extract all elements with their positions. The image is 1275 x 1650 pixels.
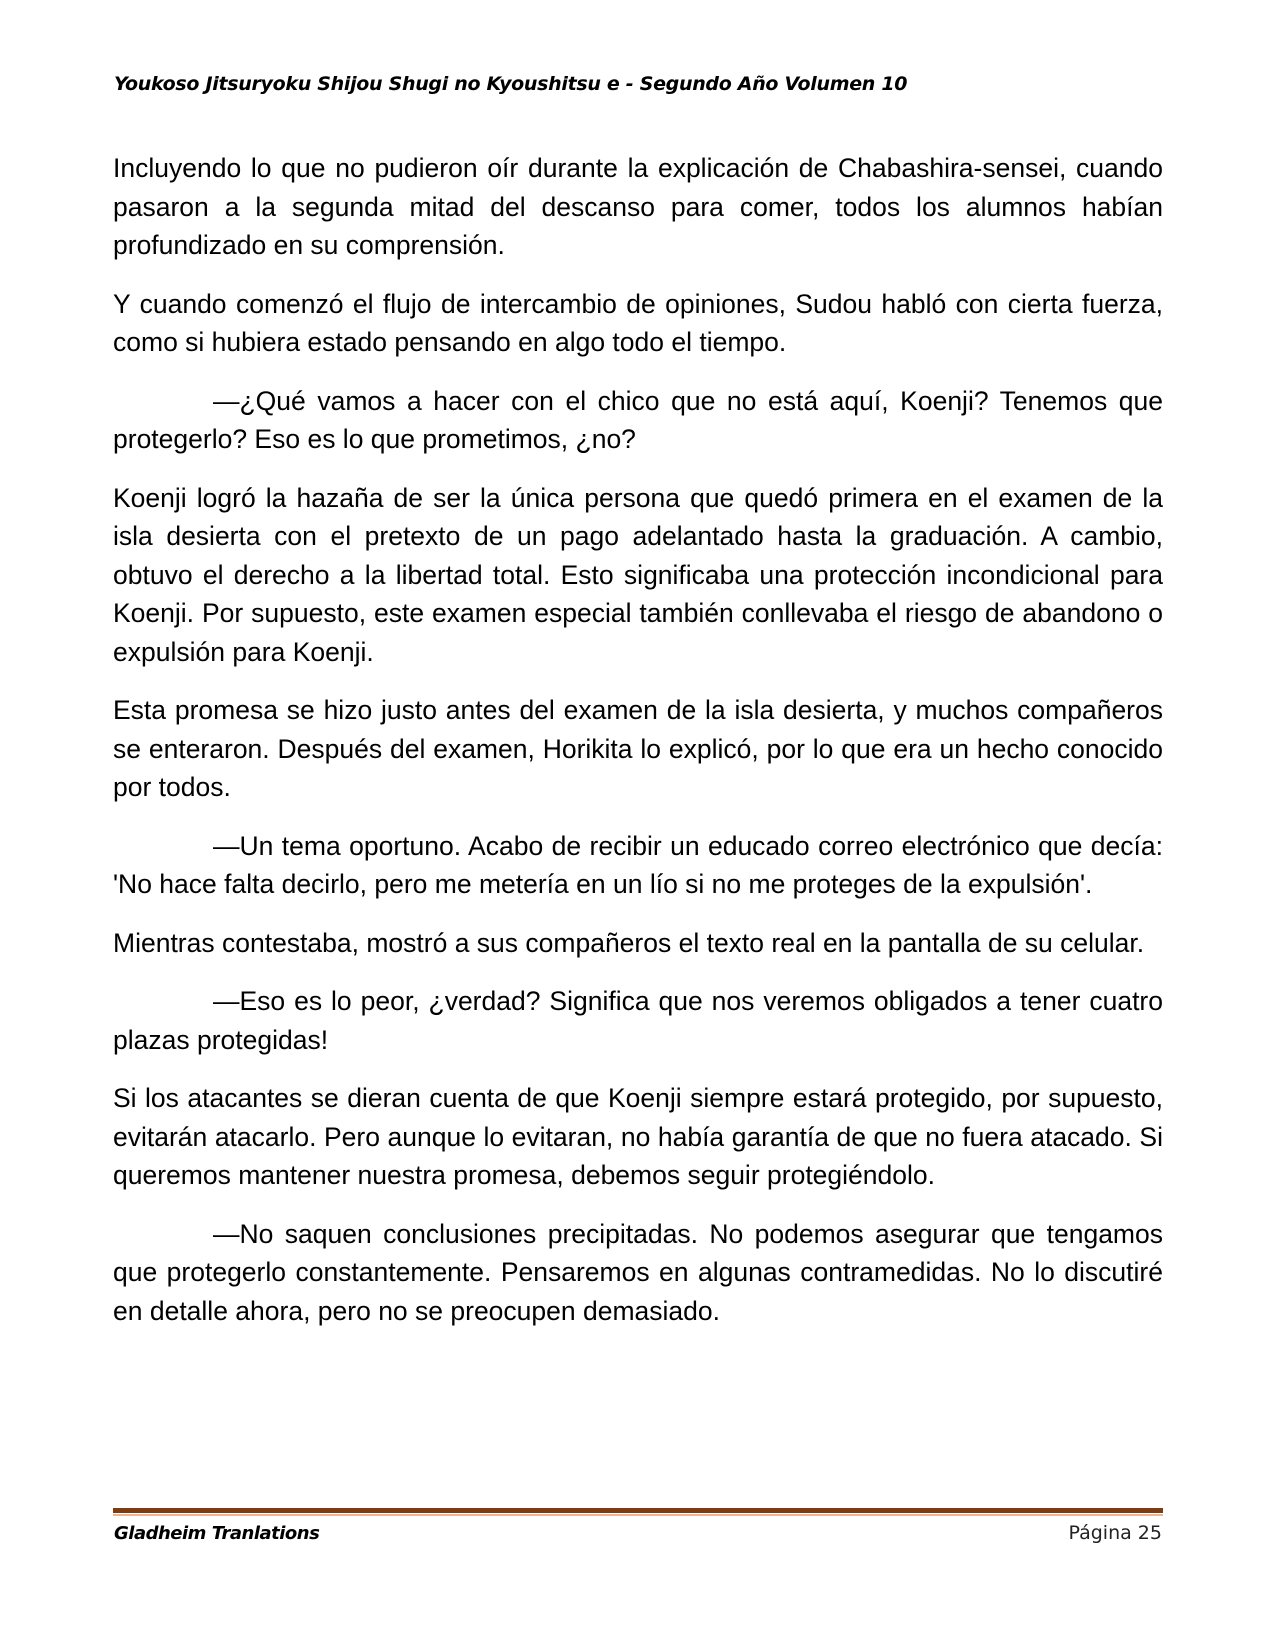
paragraph: Koenji logró la hazaña de ser la única persona que quedó primera en el examen de la isla desierta con el pretexto de un pago adelantado hasta la graduación. A cambio, obtuvo el derecho a la libertad total. Esto significaba una protección incondicional para Koenji. Por supuesto, este examen especial también conllevaba el riesgo de abandono o expulsión para Koenji. [113, 482, 1163, 667]
running-header: Youkoso Jitsuryoku Shijou Shugi no Kyoushitsu e - Segundo Año Volumen 10 [114, 73, 908, 95]
paragraph: Si los atacantes se dieran cuenta de que Koenji siempre estará protegido, por supuesto, evitarán atacarlo. Pero aunque lo evitaran, no había garantía de que no fuera atacado. Si queremos mantener nuestra promesa, debemos seguir protegiéndolo. [113, 1083, 1163, 1190]
footer-credit: Gladheim Tranlations [114, 1523, 320, 1544]
page-body [113, 149, 1163, 1350]
footer-divider [113, 1508, 1163, 1516]
paragraph: Incluyendo lo que no pudieron oír durante la explicación de Chabashira-sensei, cuando pasaron a la segunda mitad del descanso para comer, todos los alumnos habían profundizado en su comprensión. [113, 153, 1163, 260]
page-number: Página 25 [1068, 1522, 1162, 1544]
dialogue-paragraph: —¿Qué vamos a hacer con el chico que no está aquí, Koenji? Tenemos que protegerlo? Eso es lo que prometimos, ¿no? [113, 385, 1163, 454]
paragraph: Esta promesa se hizo justo antes del examen de la isla desierta, y muchos compañeros se enteraron. Después del examen, Horikita lo explicó, por lo que era un hecho conocido por todos. [113, 695, 1163, 802]
dialogue-paragraph: —Eso es lo peor, ¿verdad? Significa que nos veremos obligados a tener cuatro plazas protegidas! [113, 986, 1163, 1055]
footer-divider-thick [113, 1508, 1163, 1513]
footer-divider-thin [113, 1514, 1163, 1516]
dialogue-paragraph: —Un tema oportuno. Acabo de recibir un educado correo electrónico que decía: 'No hace falta decirlo, pero me metería en un lío si no me proteges de la expulsión'. [113, 830, 1163, 899]
dialogue-paragraph: —No saquen conclusiones precipitadas. No podemos asegurar que tengamos que protegerlo constantemente. Pensaremos en algunas contramedidas. No lo discutiré en detalle ahora, pero no se preocupen demasiado. [113, 1218, 1163, 1326]
paragraph: Y cuando comenzó el flujo de intercambio de opiniones, Sudou habló con cierta fuerza, como si hubiera estado pensando en algo todo el tiempo. [113, 288, 1163, 357]
paragraph: Mientras contestaba, mostró a sus compañeros el texto real en la pantalla de su celular. [113, 927, 1145, 958]
